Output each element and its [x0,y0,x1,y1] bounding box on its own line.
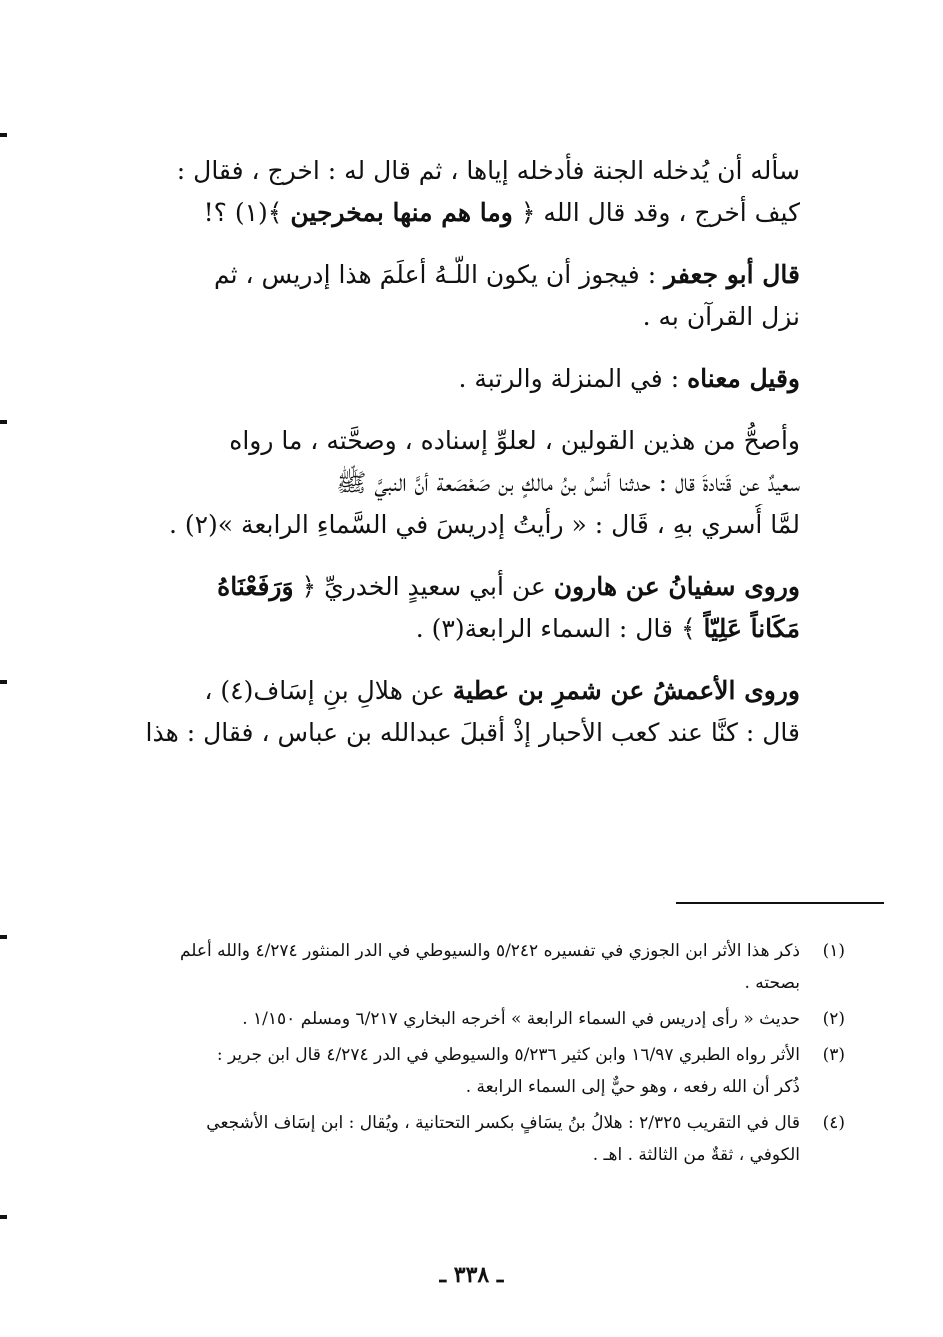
paragraph-5 [120,566,800,650]
footnote-number: (٣) [822,1045,845,1065]
text-run: عن هلالِ بنِ إسَاف(٤) ، [204,676,453,705]
scan-edge-mark [0,420,7,424]
paragraph-3 [120,358,800,400]
footnote-line: قال في التقريب ٢/٣٢٥ : هلالُ بنُ يسَافٍ بكسر التحتانية ، ويُقال : ابن إسَاف الأشجعي [206,1113,800,1133]
footnote-line: ذكر هذا الأثر ابن الجوزي في تفسيره ٥/٢٤٢ والسيوطي في الدر المنثور ٤/٢٧٤ والله أعلم [179,941,800,961]
footnote-line: الأثر رواه الطبري ١٦/٩٧ وابن كثير ٥/٢٣٦ والسيوطي في الدر ٤/٢٧٤ قال ابن جرير : [216,1045,800,1065]
text-line [120,566,800,608]
text-run: : فيجوز أن يكون اللّـهُ أعلَمَ هذا إدريس ، ثم [213,260,665,289]
text-run: كيف أخرج ، وقد قال الله ﴿ [512,198,800,227]
footnote-line: حديث « رأى إدريس في السماء الرابعة » أخرجه البخاري ٦/٢١٧ ومسلم ١/١٥٠ . [242,1009,800,1029]
footnote-line: الكوفي ، ثقةٌ من الثالثة . اهـ . [592,1145,800,1165]
text-line: سعيدٌ عن قَتادةَ قال : حدثنا أنسُ بنُ مالكٍ بن صَعْصَعة أنَّ النبيَّ ﷺ [336,468,800,497]
text-line [120,608,800,650]
text-run: ﴾(١) ؟! [203,198,291,227]
quran-quote: وَرَفَعْنَاهُ [217,572,294,601]
text-line [120,192,800,234]
footnote-number: (١) [822,941,845,961]
text-line: قال : كنَّا عند كعب الأحبار إذْ أقبلَ عبدالله بن عباس ، فقال : هذا [145,718,800,747]
scan-edge-mark [0,133,7,137]
page-number: ـ ٣٣٨ ـ [439,1262,504,1288]
paragraph-6 [120,670,800,754]
scan-edge-mark [0,1215,7,1219]
footnotes [100,935,845,1175]
text-line [120,358,800,400]
main-text [120,150,800,754]
scan-edge-mark [0,935,7,939]
text-run: عن أبي سعيدٍ الخدريِّ ﴿ [293,572,554,601]
footnote-number: (٤) [822,1113,845,1133]
text-line: سأله أن يُدخله الجنة فأدخله إياها ، ثم قال له : اخرج ، فقال : [176,156,800,185]
footnote-3 [100,1039,845,1103]
scan-edge-mark [0,680,7,684]
quran-quote: مَكَاناً عَلِيّاً [703,614,800,643]
footnote-number: (٢) [822,1009,845,1029]
footnote-divider [676,902,884,904]
paragraph-4 [120,420,800,546]
footnote-body [100,1039,800,1103]
speaker-name: وقيل معناه [687,364,800,393]
footnote-body [100,1003,800,1035]
paragraph-1 [120,150,800,234]
text-run: ﴾ قال : السماء الرابعة(٣) . [415,614,704,643]
narrator-chain: وروى سفيانُ عن هارون [553,572,800,601]
narrator-chain: وروى الأعمشُ عن شمرِ بن عطية [452,676,800,705]
text-line: نزل القرآن به . [642,302,800,331]
paragraph-2 [120,254,800,338]
footnote-2 [100,1003,845,1035]
footnote-4 [100,1107,845,1171]
text-line [120,670,800,712]
footnote-body [100,935,800,999]
speaker-name: قال أبو جعفر [664,260,800,289]
footnote-body [100,1107,800,1171]
text-line: لمَّا أُسري بهِ ، قَال : « رأيتُ إدريسَ في السَّماءِ الرابعة »(٢) . [168,510,800,539]
quran-quote: وما هم منها بمخرجين [290,198,513,227]
footnote-1 [100,935,845,999]
footnote-line: ذُكر أن الله رفعه ، وهو حيٌّ إلى السماء الرابعة . [465,1077,800,1097]
text-line: وأصحُّ من هذين القولين ، لعلوِّ إسناده ، وصحَّته ، ما رواه [229,426,800,455]
footnote-line: بصحته . [744,973,800,993]
text-line [120,254,800,296]
text-run: : في المنزلة والرتبة . [458,364,688,393]
